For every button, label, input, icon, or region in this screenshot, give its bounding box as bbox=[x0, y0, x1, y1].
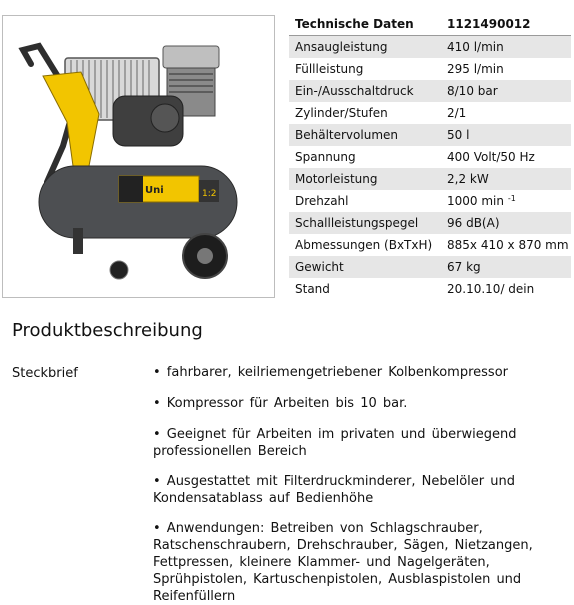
feature-list bbox=[153, 364, 568, 605]
spec-value-text: 295 l/min bbox=[447, 62, 504, 76]
steckbrief-label: Steckbrief bbox=[12, 366, 78, 381]
spec-label: Stand bbox=[295, 282, 330, 296]
spec-header-value: 1121490012 bbox=[441, 13, 571, 36]
feature-bullet: • Geeignet für Arbeiten im privaten und überwiegend professionellen Bereich bbox=[153, 427, 517, 459]
feature-bullet: • Ausgestattet mit Filterdruckminderer, Nebelöler und Kondensatablass auf Bedienhöhe bbox=[153, 474, 515, 506]
spec-value-text: 67 kg bbox=[447, 260, 481, 274]
spec-label: Gewicht bbox=[289, 256, 441, 278]
spec-value bbox=[441, 58, 571, 80]
spec-label: Füllleistung bbox=[295, 62, 364, 76]
spec-value bbox=[441, 234, 571, 256]
spec-label: Motorleistung bbox=[289, 168, 441, 190]
spec-value bbox=[441, 278, 571, 300]
spec-row bbox=[289, 80, 571, 102]
spec-value-text: 400 Volt/50 Hz bbox=[447, 150, 535, 164]
spec-value-text: 50 l bbox=[447, 128, 470, 142]
spec-label: Ansaugleistung bbox=[289, 36, 441, 59]
brand-text: Uni bbox=[145, 185, 164, 196]
spec-label: Behältervolumen bbox=[289, 124, 441, 146]
spec-label: Spannung bbox=[295, 150, 356, 164]
tank-leg bbox=[73, 228, 83, 254]
spec-row bbox=[289, 146, 571, 168]
spec-table-header bbox=[289, 13, 571, 36]
wheel-hub bbox=[197, 248, 213, 264]
spec-header-label: Technische Daten bbox=[289, 13, 441, 36]
spec-label: Schallleistungspegel bbox=[289, 212, 441, 234]
section-title: Produktbeschreibung bbox=[12, 320, 203, 341]
spec-label: Drehzahl bbox=[295, 194, 349, 208]
spec-value bbox=[441, 36, 571, 59]
spec-value-text: 410 l/min bbox=[447, 40, 504, 54]
spec-value-superscript: -1 bbox=[507, 194, 516, 203]
spec-row bbox=[289, 58, 571, 80]
spec-row bbox=[289, 190, 571, 212]
spec-row bbox=[289, 234, 571, 256]
spec-label: Abmessungen (BxTxH) bbox=[295, 238, 433, 252]
spec-row bbox=[289, 102, 571, 124]
caster-wheel bbox=[110, 261, 128, 279]
spec-row bbox=[289, 124, 571, 146]
spec-value bbox=[441, 190, 571, 212]
spec-value bbox=[441, 146, 571, 168]
spec-value bbox=[441, 102, 571, 124]
spec-row bbox=[289, 168, 571, 190]
feature-bullet: • Anwendungen: Betreiben von Schlagschrauber, Ratschenschraubern, Drehschrauber, Sägen, Nietzangen, Fettpressen, kleinere Klammer- und Nagelgeräten, Sprühpistolen, Kartuschenpistolen, Ausblaspistolen und Reifenfüllern bbox=[153, 521, 533, 604]
product-photo bbox=[2, 15, 275, 298]
spec-value bbox=[441, 124, 571, 146]
spec-row bbox=[289, 212, 571, 234]
pump-head bbox=[163, 46, 219, 68]
brand-logo bbox=[119, 176, 143, 202]
technical-data-table bbox=[289, 13, 571, 300]
spec-label: Ein-/Ausschaltdruck bbox=[289, 80, 441, 102]
spec-row bbox=[289, 36, 571, 59]
spec-value bbox=[441, 80, 571, 102]
feature-bullet: • Kompressor für Arbeiten bis 10 bar. bbox=[153, 396, 408, 411]
spec-value-text: 20.10.10/ dein bbox=[447, 282, 535, 296]
spec-value bbox=[441, 168, 571, 190]
spec-value-text: 96 dB(A) bbox=[447, 216, 500, 230]
spec-value-text: 2,2 kW bbox=[447, 172, 489, 186]
spec-row bbox=[289, 278, 571, 300]
spec-value-text: 8/10 bar bbox=[447, 84, 498, 98]
spec-label: Zylinder/Stufen bbox=[295, 106, 388, 120]
spec-value-text: 2/1 bbox=[447, 106, 467, 120]
compressor-illustration bbox=[3, 16, 274, 297]
spec-value bbox=[441, 212, 571, 234]
spec-value bbox=[441, 256, 571, 278]
model-badge-text: 1:2 bbox=[202, 189, 217, 199]
motor-fan-cover bbox=[151, 104, 179, 132]
spec-value-text: 1000 min bbox=[447, 194, 504, 208]
spec-value-text: 885x 410 x 870 mm bbox=[447, 238, 569, 252]
spec-row bbox=[289, 256, 571, 278]
feature-bullet: • fahrbarer, keilriemengetriebener Kolbenkompressor bbox=[153, 365, 508, 380]
